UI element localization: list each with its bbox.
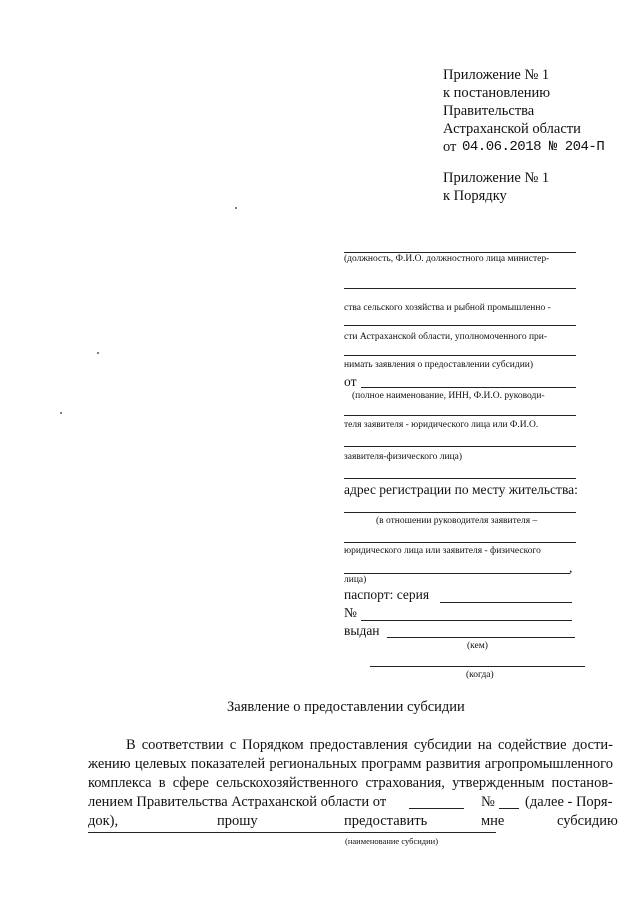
to-order-label: к Порядку	[443, 188, 507, 204]
subsidy-name-hint: (наименование субсидии)	[345, 836, 439, 846]
body-line-5-word-4: мне	[481, 813, 505, 829]
decree-date-field[interactable]	[409, 808, 464, 809]
addressee-line-2[interactable]	[344, 288, 576, 289]
address-line-1[interactable]	[344, 512, 576, 513]
body-line-3: комплекса в сфере сельскохозяйственного страхования, утвержденным постанов-	[88, 775, 613, 791]
body-line-5-word-1: док),	[88, 813, 119, 829]
body-line-4-end: (далее - Поря-	[525, 794, 613, 810]
address-hint-1: (в отношении руководителя заявителя –	[376, 516, 538, 526]
issue-date-hint: (когда)	[466, 670, 494, 680]
address-line-3[interactable]	[344, 573, 570, 574]
decree-number-field[interactable]	[499, 808, 519, 809]
subsidy-name-field[interactable]	[88, 832, 496, 833]
addressee-hint-3: сти Астраханской области, уполномоченного при-	[344, 332, 548, 342]
document-title: Заявление о предоставлении субсидии	[227, 699, 465, 715]
addressee-hint-4: нимать заявления о предоставлении субсидии)	[344, 360, 534, 370]
region-label: Астраханской области	[443, 121, 581, 137]
passport-series-field[interactable]	[440, 602, 572, 603]
government-label: Правительства	[443, 103, 535, 119]
applicant-hint-3: заявителя-физического лица)	[344, 452, 463, 462]
appendix-2-label: Приложение № 1	[443, 170, 550, 186]
applicant-line-3[interactable]	[344, 446, 576, 447]
scan-speck	[60, 412, 62, 414]
address-comma: ,	[569, 560, 573, 575]
issued-by-field[interactable]	[387, 637, 575, 638]
body-line-5-word-5: субсидию	[557, 813, 618, 829]
applicant-line-2[interactable]	[344, 415, 576, 416]
appendix-1-label: Приложение № 1	[443, 67, 550, 83]
decree-from-prefix: от	[443, 139, 457, 155]
decree-date-number-stamp: 04.06.2018 № 204-П	[462, 139, 605, 155]
addressee-hint-1: (должность, Ф.И.О. должностного лица министер-	[344, 254, 550, 264]
from-label: от	[344, 374, 357, 389]
address-hint-3: лица)	[344, 575, 367, 585]
passport-number-field[interactable]	[361, 620, 572, 621]
body-line-5-word-2: прошу	[217, 813, 258, 829]
body-line-5-word-3: предоставить	[344, 813, 428, 829]
issued-by-label: выдан	[344, 623, 380, 638]
address-label: адрес регистрации по месту жительства:	[344, 482, 578, 497]
applicant-hint-1: (полное наименование, ИНН, Ф.И.О. руководи-	[352, 391, 545, 401]
applicant-line-1[interactable]	[361, 387, 576, 388]
issue-date-field[interactable]	[370, 666, 585, 667]
addressee-line-1[interactable]	[344, 252, 576, 253]
issued-by-hint: (кем)	[467, 641, 488, 651]
addressee-line-4[interactable]	[344, 355, 576, 356]
to-decree-label: к постановлению	[443, 85, 551, 101]
scan-speck	[97, 352, 99, 354]
decree-number-sign: №	[481, 794, 495, 810]
addressee-hint-2: ства сельского хозяйства и рыбной промышленно -	[344, 303, 551, 313]
body-line-4-start: лением Правительства Астраханской области от	[88, 794, 387, 810]
scan-speck	[235, 207, 237, 209]
address-line-2[interactable]	[344, 542, 576, 543]
address-hint-2: юридического лица или заявителя - физического	[344, 546, 541, 556]
passport-number-label: №	[344, 605, 357, 620]
addressee-line-3[interactable]	[344, 325, 576, 326]
passport-series-label: паспорт: серия	[344, 587, 430, 602]
body-line-2: жению целевых показателей региональных программ развития агропромышленного	[88, 756, 613, 772]
applicant-line-4[interactable]	[344, 478, 576, 479]
body-line-1: В соответствии с Порядком предоставления субсидии на содействие дости-	[126, 737, 613, 753]
applicant-hint-2: теля заявителя - юридического лица или Ф.И.О.	[344, 420, 539, 430]
